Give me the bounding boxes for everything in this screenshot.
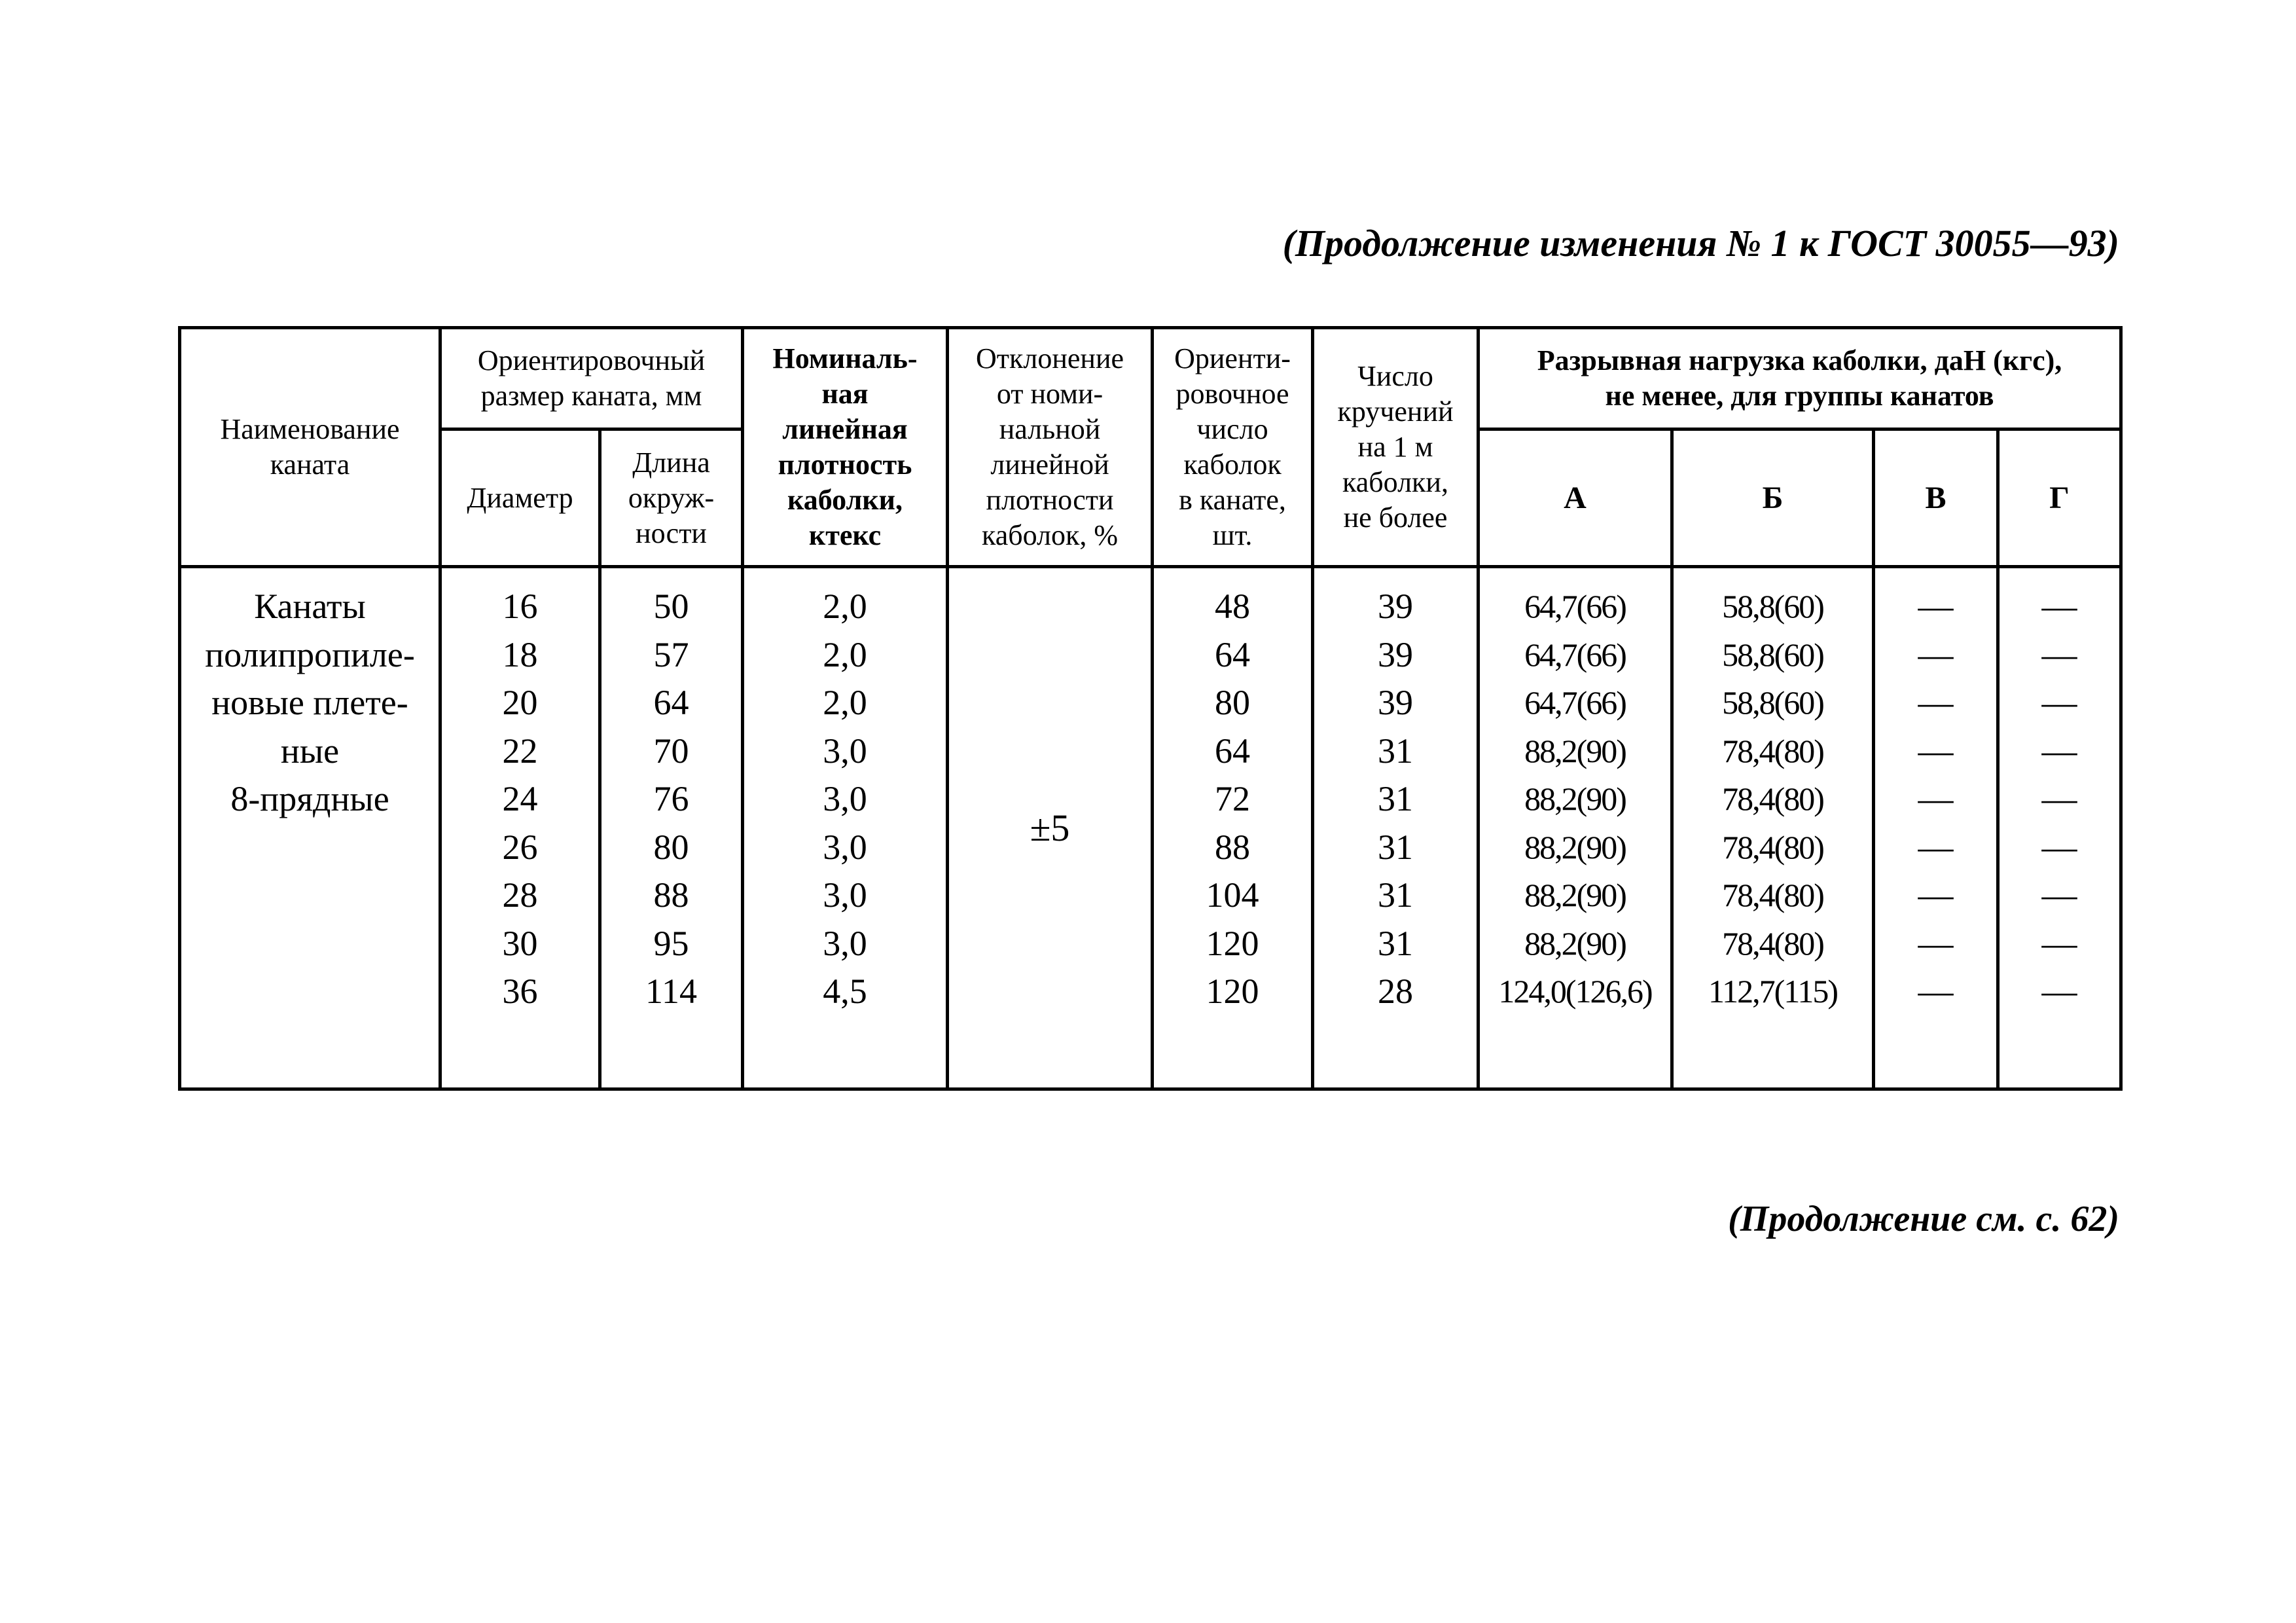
table-cell: 36 [502, 972, 538, 1011]
header-twists [1313, 328, 1479, 567]
table-cell: — [2041, 875, 2077, 915]
table-cell: — [2041, 731, 2077, 771]
table-cell: 76 [653, 779, 689, 818]
header-line: шт. [1212, 519, 1253, 551]
table-cell: — [1918, 875, 1954, 915]
table-cell: — [2041, 923, 2077, 963]
table-cell: — [1918, 972, 1954, 1011]
table-cell: 70 [653, 731, 689, 771]
table-cell: 114 [645, 972, 697, 1011]
table-cell: 88 [653, 875, 689, 915]
header-rope-name [180, 328, 440, 567]
table-cell: 28 [502, 875, 538, 915]
table-header-row-1 [180, 328, 2121, 429]
header-line: каболок, % [981, 519, 1119, 551]
header-line: Длина [632, 446, 710, 479]
table-cell: 3,0 [823, 875, 867, 915]
header-diameter: Диаметр [440, 429, 600, 567]
table-cell: 64,7(66) [1524, 684, 1626, 721]
table-cell: 57 [653, 634, 689, 674]
table-cell: 88,2(90) [1524, 732, 1626, 769]
table-cell: 104 [1206, 875, 1259, 915]
header-line: число [1196, 413, 1268, 445]
table-cell: 64 [1215, 634, 1251, 674]
header-line: линейной [990, 448, 1109, 481]
table-cell: — [1918, 827, 1954, 867]
header-line: каболок [1183, 448, 1282, 481]
twists-column [1313, 567, 1479, 1089]
table-cell: — [2041, 587, 2077, 626]
table-cell: 28 [1378, 972, 1414, 1011]
header-line: нальной [999, 413, 1101, 445]
circumference-column [600, 567, 743, 1089]
header-line: каболки, [787, 484, 903, 516]
table-cell: 64 [1215, 731, 1251, 771]
table-cell: 31 [1378, 875, 1414, 915]
table-cell: 78,4(80) [1722, 924, 1823, 962]
table-cell: 64,7(66) [1524, 636, 1626, 673]
table-cell: — [1918, 634, 1954, 674]
table-cell: 88,2(90) [1524, 828, 1626, 866]
table-cell: — [2041, 827, 2077, 867]
table-cell: 31 [1378, 827, 1414, 867]
table-cell: 31 [1378, 779, 1414, 818]
table-cell: 88 [1215, 827, 1251, 867]
header-line: линейная [782, 413, 908, 445]
table-cell: 2,0 [823, 634, 867, 674]
header-line: Ориентировочный [477, 344, 706, 376]
table-cell: 22 [502, 731, 538, 771]
table-cell: 20 [502, 683, 538, 722]
header-line: на 1 м [1357, 431, 1433, 463]
table-cell: 72 [1215, 779, 1251, 818]
header-deviation [948, 328, 1153, 567]
header-line: Число [1357, 360, 1433, 392]
rope-name-line: новые плете- [211, 683, 408, 722]
table-cell: 78,4(80) [1722, 828, 1823, 866]
yarn-count-column [1153, 567, 1313, 1089]
table-cell: 78,4(80) [1722, 732, 1823, 769]
header-group-a: А [1479, 429, 1672, 567]
header-line: Ориенти- [1174, 342, 1291, 374]
table-cell: 31 [1378, 731, 1414, 771]
table-cell: 2,0 [823, 683, 867, 722]
header-line: не менее, для группы канатов [1605, 380, 1994, 412]
header-line: ровочное [1175, 378, 1289, 410]
header-line: окруж- [628, 481, 715, 514]
table-cell: 120 [1206, 923, 1259, 963]
load-a-column [1479, 567, 1672, 1089]
table-cell: 58,8(60) [1722, 636, 1823, 673]
table-cell: — [1918, 779, 1954, 818]
header-line: ности [636, 517, 707, 549]
diameter-column [440, 567, 600, 1089]
table-cell: 4,5 [823, 972, 867, 1011]
rope-name-line: Канаты [254, 587, 366, 626]
header-circumference [600, 429, 743, 567]
rope-specification-table [178, 326, 2123, 1091]
table-cell: 78,4(80) [1722, 877, 1823, 913]
document-continuation-footer: (Продолжение см. с. 62) [1728, 1199, 2119, 1239]
table-cell: 39 [1378, 634, 1414, 674]
table-cell: 88,2(90) [1524, 924, 1626, 962]
table-cell: 64 [653, 683, 689, 722]
table-cell: 120 [1206, 972, 1259, 1011]
table-cell: 78,4(80) [1722, 780, 1823, 817]
table-cell: 24 [502, 779, 538, 818]
table-cell: — [2041, 779, 2077, 818]
header-line: плотности [986, 484, 1114, 516]
table-cell: 88,2(90) [1524, 877, 1626, 913]
table-cell: 64,7(66) [1524, 588, 1626, 625]
document-continuation-header: (Продолжение изменения № 1 к ГОСТ 30055—93) [1282, 222, 2119, 264]
table-cell: 31 [1378, 923, 1414, 963]
rope-name-line: 8-прядные [230, 779, 389, 818]
header-line: ная [821, 378, 869, 410]
deviation-cell: ±5 [948, 567, 1153, 1089]
header-yarn-count [1153, 328, 1313, 567]
table-cell: 124,0(126,6) [1498, 973, 1652, 1010]
table-cell: 80 [653, 827, 689, 867]
header-group-g: Г [1998, 429, 2121, 567]
table-cell: 3,0 [823, 779, 867, 818]
table-cell: 58,8(60) [1722, 684, 1823, 721]
table-cell: 50 [653, 587, 689, 626]
header-line: от номи- [996, 378, 1103, 410]
header-line: Отклонение [975, 342, 1124, 374]
table-cell: — [2041, 972, 2077, 1011]
header-line: Разрывная нагрузка каболки, даН (кгс), [1537, 344, 2062, 376]
table-cell: 2,0 [823, 587, 867, 626]
header-line: Номиналь- [772, 342, 918, 374]
header-line: каната [270, 448, 350, 481]
rope-name-cell [180, 567, 440, 1089]
header-line: ктекс [808, 519, 882, 551]
load-g-column [1998, 567, 2121, 1089]
table-cell: — [1918, 587, 1954, 626]
header-line: кручений [1337, 395, 1454, 428]
header-group-v: В [1874, 429, 1998, 567]
header-line: Наименование [220, 413, 400, 445]
table-cell: 3,0 [823, 731, 867, 771]
header-line: плотность [778, 448, 912, 481]
load-b-column [1672, 567, 1874, 1089]
header-breaking-load-group [1479, 328, 2121, 429]
table-cell: 39 [1378, 587, 1414, 626]
linear-density-column [743, 567, 948, 1089]
table-cell: 3,0 [823, 923, 867, 963]
table-cell: — [1918, 731, 1954, 771]
table-cell: 3,0 [823, 827, 867, 867]
header-linear-density [743, 328, 948, 567]
header-line: каболки, [1342, 466, 1448, 498]
table-cell: 30 [502, 923, 538, 963]
table-cell: 80 [1215, 683, 1251, 722]
table-cell: — [2041, 683, 2077, 722]
header-line: в канате, [1179, 484, 1286, 516]
header-size-group [440, 328, 743, 429]
table-cell: — [1918, 683, 1954, 722]
table-cell: 95 [653, 923, 689, 963]
header-line: размер каната, мм [480, 380, 702, 412]
header-group-b: Б [1672, 429, 1874, 567]
table-cell: 112,7(115) [1708, 973, 1838, 1010]
table-cell: 58,8(60) [1722, 588, 1823, 625]
header-line: не более [1343, 501, 1448, 534]
table-cell: 26 [502, 827, 538, 867]
table-cell: 39 [1378, 683, 1414, 722]
table-cell: 16 [502, 587, 538, 626]
table-cell: 18 [502, 634, 538, 674]
table-cell: — [1918, 923, 1954, 963]
rope-name-line: полипропиле- [205, 634, 415, 674]
load-v-column [1874, 567, 1998, 1089]
rope-name-line: ные [280, 731, 340, 771]
table-cell: 48 [1215, 587, 1251, 626]
table-body-row [180, 567, 2121, 1089]
table-cell: 88,2(90) [1524, 780, 1626, 817]
table-cell: — [2041, 634, 2077, 674]
